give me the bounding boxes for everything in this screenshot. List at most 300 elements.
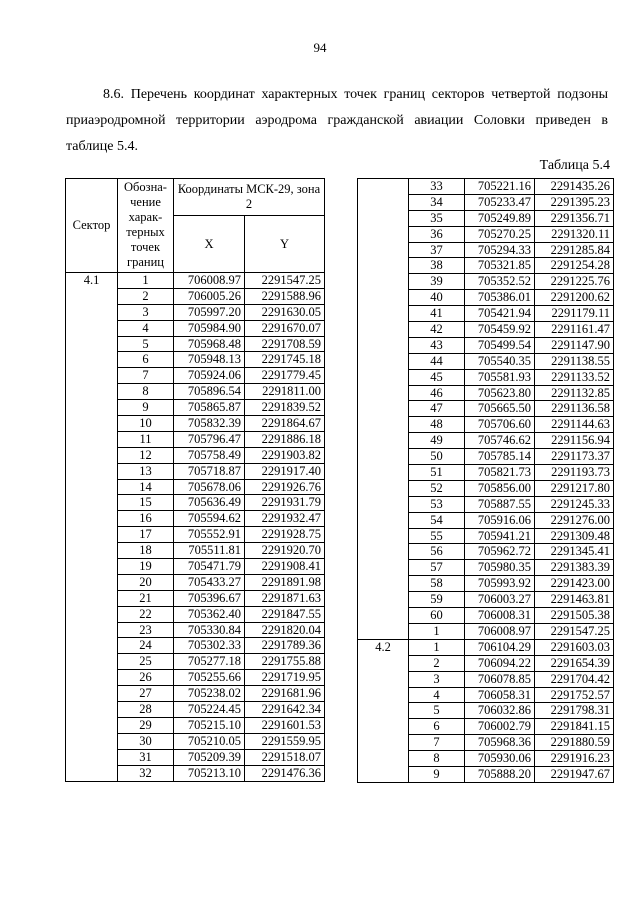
y-coordinate-cell: 2291642.34 — [245, 702, 325, 718]
x-coordinate-cell: 705796.47 — [174, 431, 245, 447]
x-coordinate-cell: 706008.31 — [465, 608, 535, 624]
y-coordinate-cell: 2291601.53 — [245, 717, 325, 733]
table-row — [358, 544, 614, 560]
x-coordinate-cell: 705785.14 — [465, 449, 535, 465]
x-coordinate-cell: 705238.02 — [174, 686, 245, 702]
point-number-cell: 23 — [118, 622, 174, 638]
x-coordinate-cell: 705221.16 — [465, 179, 535, 195]
point-number-cell: 43 — [409, 337, 465, 353]
point-number-cell: 6 — [118, 352, 174, 368]
sector-cell — [66, 606, 118, 622]
x-coordinate-cell: 705832.39 — [174, 416, 245, 432]
table-row — [358, 480, 614, 496]
table-row — [358, 560, 614, 576]
table-row — [358, 671, 614, 687]
y-coordinate-cell: 2291926.76 — [245, 479, 325, 495]
sector-cell — [66, 559, 118, 575]
sector-cell — [66, 511, 118, 527]
sector-cell — [358, 226, 409, 242]
table-row — [358, 369, 614, 385]
x-coordinate-cell: 706005.26 — [174, 288, 245, 304]
sector-cell — [66, 717, 118, 733]
x-coordinate-cell: 705215.10 — [174, 717, 245, 733]
sector-cell — [66, 288, 118, 304]
table-row — [358, 592, 614, 608]
table-row — [358, 306, 614, 322]
y-coordinate-cell: 2291603.03 — [535, 639, 614, 655]
y-coordinate-cell: 2291133.52 — [535, 369, 614, 385]
y-coordinate-cell: 2291179.11 — [535, 306, 614, 322]
table-row — [66, 511, 325, 527]
table-row — [66, 559, 325, 575]
point-number-cell: 15 — [118, 495, 174, 511]
table-row — [66, 463, 325, 479]
y-coordinate-cell: 2291931.79 — [245, 495, 325, 511]
point-number-cell: 56 — [409, 544, 465, 560]
sector-cell — [66, 622, 118, 638]
sector-cell — [358, 480, 409, 496]
sector-cell — [358, 210, 409, 226]
table-row — [358, 512, 614, 528]
sector-cell — [358, 592, 409, 608]
x-coordinate-cell: 705758.49 — [174, 447, 245, 463]
point-number-cell: 60 — [409, 608, 465, 624]
sector-cell — [358, 179, 409, 195]
sector-cell — [66, 320, 118, 336]
table-row — [66, 654, 325, 670]
table-row — [66, 686, 325, 702]
sector-cell — [66, 590, 118, 606]
sector-cell — [66, 416, 118, 432]
table-row — [66, 400, 325, 416]
coordinates-table-left — [65, 178, 325, 782]
point-number-cell: 19 — [118, 559, 174, 575]
point-number-cell: 52 — [409, 480, 465, 496]
point-number-cell: 44 — [409, 353, 465, 369]
point-number-cell: 22 — [118, 606, 174, 622]
table-row — [66, 479, 325, 495]
y-coordinate-cell: 2291547.25 — [535, 623, 614, 639]
sector-cell — [66, 574, 118, 590]
sector-cell — [358, 449, 409, 465]
table-row — [66, 352, 325, 368]
y-coordinate-cell: 2291908.41 — [245, 559, 325, 575]
y-coordinate-cell: 2291136.58 — [535, 401, 614, 417]
point-number-cell: 39 — [409, 274, 465, 290]
point-number-cell: 27 — [118, 686, 174, 702]
point-number-cell: 29 — [118, 717, 174, 733]
table-row — [358, 496, 614, 512]
sector-cell — [358, 337, 409, 353]
table-row — [66, 495, 325, 511]
sector-cell — [358, 433, 409, 449]
y-coordinate-cell: 2291156.94 — [535, 433, 614, 449]
y-coordinate-cell: 2291916.23 — [535, 751, 614, 767]
x-coordinate-cell: 705433.27 — [174, 574, 245, 590]
point-number-cell: 42 — [409, 322, 465, 338]
x-coordinate-cell: 705948.13 — [174, 352, 245, 368]
x-coordinate-cell: 705224.45 — [174, 702, 245, 718]
point-number-cell: 51 — [409, 465, 465, 481]
table-row — [66, 749, 325, 765]
x-coordinate-cell: 705330.84 — [174, 622, 245, 638]
table-row — [358, 337, 614, 353]
sector-cell — [358, 465, 409, 481]
point-number-cell: 34 — [409, 194, 465, 210]
x-coordinate-cell: 705321.85 — [465, 258, 535, 274]
table-row — [358, 687, 614, 703]
x-coordinate-cell: 705511.81 — [174, 543, 245, 559]
sector-cell — [66, 733, 118, 749]
x-coordinate-cell: 705980.35 — [465, 560, 535, 576]
x-coordinate-cell: 705962.72 — [465, 544, 535, 560]
y-coordinate-cell: 2291276.00 — [535, 512, 614, 528]
point-number-cell: 33 — [409, 179, 465, 195]
x-coordinate-cell: 705941.21 — [465, 528, 535, 544]
x-coordinate-cell: 706008.97 — [465, 623, 535, 639]
header-y: Y — [245, 216, 325, 273]
table-row — [66, 622, 325, 638]
point-number-cell: 59 — [409, 592, 465, 608]
sector-cell — [358, 528, 409, 544]
point-number-cell: 5 — [118, 336, 174, 352]
y-coordinate-cell: 2291161.47 — [535, 322, 614, 338]
y-coordinate-cell: 2291752.57 — [535, 687, 614, 703]
point-number-cell: 18 — [118, 543, 174, 559]
y-coordinate-cell: 2291345.41 — [535, 544, 614, 560]
x-coordinate-cell: 705636.49 — [174, 495, 245, 511]
table-row — [66, 638, 325, 654]
y-coordinate-cell: 2291871.63 — [245, 590, 325, 606]
point-number-cell: 50 — [409, 449, 465, 465]
x-coordinate-cell: 705888.20 — [465, 766, 535, 782]
left-table-body — [66, 273, 325, 782]
intro-text: 8.6. Перечень координат характерных точек границ секторов четвертой подзоны приаэродромной территории аэродрома гражданской авиации Соловки приведен в таблице 5.4. — [66, 87, 608, 154]
y-coordinate-cell: 2291383.39 — [535, 560, 614, 576]
sector-cell — [358, 512, 409, 528]
y-coordinate-cell: 2291704.42 — [535, 671, 614, 687]
x-coordinate-cell: 706078.85 — [465, 671, 535, 687]
point-number-cell: 41 — [409, 306, 465, 322]
y-coordinate-cell: 2291245.33 — [535, 496, 614, 512]
x-coordinate-cell: 706094.22 — [465, 655, 535, 671]
point-number-cell: 10 — [118, 416, 174, 432]
table-row — [66, 733, 325, 749]
point-number-cell: 45 — [409, 369, 465, 385]
table-row — [358, 639, 614, 655]
y-coordinate-cell: 2291745.18 — [245, 352, 325, 368]
point-number-cell: 58 — [409, 576, 465, 592]
point-number-cell: 16 — [118, 511, 174, 527]
table-row — [66, 447, 325, 463]
x-coordinate-cell: 705294.33 — [465, 242, 535, 258]
x-coordinate-cell: 705984.90 — [174, 320, 245, 336]
sector-cell — [358, 496, 409, 512]
y-coordinate-cell: 2291654.39 — [535, 655, 614, 671]
sector-cell — [66, 304, 118, 320]
x-coordinate-cell: 705552.91 — [174, 527, 245, 543]
header-sector: Сектор — [66, 179, 118, 273]
x-coordinate-cell: 705746.62 — [465, 433, 535, 449]
y-coordinate-cell: 2291435.26 — [535, 179, 614, 195]
sector-cell — [66, 463, 118, 479]
x-coordinate-cell: 705352.52 — [465, 274, 535, 290]
y-coordinate-cell: 2291463.81 — [535, 592, 614, 608]
x-coordinate-cell: 705856.00 — [465, 480, 535, 496]
sector-cell — [66, 479, 118, 495]
y-coordinate-cell: 2291839.52 — [245, 400, 325, 416]
point-number-cell: 11 — [118, 431, 174, 447]
table-row — [358, 528, 614, 544]
table-row — [358, 242, 614, 258]
table-row — [358, 385, 614, 401]
table-row — [66, 606, 325, 622]
sector-cell — [358, 766, 409, 782]
y-coordinate-cell: 2291173.37 — [535, 449, 614, 465]
point-number-cell: 32 — [118, 765, 174, 781]
point-number-cell: 6 — [409, 719, 465, 735]
sector-cell: 4.1 — [66, 273, 118, 289]
x-coordinate-cell: 705386.01 — [465, 290, 535, 306]
point-number-cell: 49 — [409, 433, 465, 449]
x-coordinate-cell: 706008.97 — [174, 273, 245, 289]
sector-cell — [358, 290, 409, 306]
x-coordinate-cell: 705540.35 — [465, 353, 535, 369]
y-coordinate-cell: 2291254.28 — [535, 258, 614, 274]
y-coordinate-cell: 2291779.45 — [245, 368, 325, 384]
y-coordinate-cell: 2291559.95 — [245, 733, 325, 749]
y-coordinate-cell: 2291309.48 — [535, 528, 614, 544]
x-coordinate-cell: 706032.86 — [465, 703, 535, 719]
table-row — [66, 273, 325, 289]
point-number-cell: 3 — [118, 304, 174, 320]
y-coordinate-cell: 2291147.90 — [535, 337, 614, 353]
x-coordinate-cell: 705499.54 — [465, 337, 535, 353]
point-number-cell: 57 — [409, 560, 465, 576]
point-number-cell: 2 — [409, 655, 465, 671]
y-coordinate-cell: 2291880.59 — [535, 735, 614, 751]
point-number-cell: 3 — [409, 671, 465, 687]
y-coordinate-cell: 2291285.84 — [535, 242, 614, 258]
sector-cell — [358, 608, 409, 624]
point-number-cell: 31 — [118, 749, 174, 765]
point-number-cell: 7 — [118, 368, 174, 384]
x-coordinate-cell: 705916.06 — [465, 512, 535, 528]
table-row — [66, 431, 325, 447]
x-coordinate-cell: 705896.54 — [174, 384, 245, 400]
table-row — [358, 433, 614, 449]
point-number-cell: 21 — [118, 590, 174, 606]
y-coordinate-cell: 2291798.31 — [535, 703, 614, 719]
sector-cell — [66, 368, 118, 384]
x-coordinate-cell: 705210.05 — [174, 733, 245, 749]
sector-cell — [358, 417, 409, 433]
point-number-cell: 12 — [118, 447, 174, 463]
point-number-cell: 5 — [409, 703, 465, 719]
point-number-cell: 9 — [409, 766, 465, 782]
x-coordinate-cell: 705471.79 — [174, 559, 245, 575]
point-number-cell: 1 — [409, 623, 465, 639]
x-coordinate-cell: 705213.10 — [174, 765, 245, 781]
table-row — [66, 590, 325, 606]
point-number-cell: 2 — [118, 288, 174, 304]
table-row — [66, 384, 325, 400]
sector-cell — [66, 654, 118, 670]
sector-cell — [358, 751, 409, 767]
sector-cell — [358, 322, 409, 338]
x-coordinate-cell: 705887.55 — [465, 496, 535, 512]
table-row — [66, 670, 325, 686]
coordinates-table-right — [357, 178, 614, 783]
table-row — [358, 258, 614, 274]
sector-cell — [66, 686, 118, 702]
sector-cell — [66, 638, 118, 654]
y-coordinate-cell: 2291356.71 — [535, 210, 614, 226]
y-coordinate-cell: 2291719.95 — [245, 670, 325, 686]
sector-cell — [358, 735, 409, 751]
point-number-cell: 8 — [118, 384, 174, 400]
y-coordinate-cell: 2291841.15 — [535, 719, 614, 735]
x-coordinate-cell: 705421.94 — [465, 306, 535, 322]
x-coordinate-cell: 705993.92 — [465, 576, 535, 592]
page-number: 94 — [313, 40, 327, 55]
sector-cell — [358, 306, 409, 322]
y-coordinate-cell: 2291755.88 — [245, 654, 325, 670]
x-coordinate-cell: 705249.89 — [465, 210, 535, 226]
table-row — [358, 719, 614, 735]
x-coordinate-cell: 705678.06 — [174, 479, 245, 495]
sector-cell — [358, 687, 409, 703]
point-number-cell: 7 — [409, 735, 465, 751]
table-row — [358, 290, 614, 306]
y-coordinate-cell: 2291708.59 — [245, 336, 325, 352]
table-row — [66, 717, 325, 733]
sector-cell — [358, 623, 409, 639]
x-coordinate-cell: 705968.48 — [174, 336, 245, 352]
sector-cell — [358, 560, 409, 576]
y-coordinate-cell: 2291928.75 — [245, 527, 325, 543]
intro-paragraph — [66, 82, 608, 160]
point-number-cell: 17 — [118, 527, 174, 543]
table-row — [358, 751, 614, 767]
y-coordinate-cell: 2291225.76 — [535, 274, 614, 290]
point-number-cell: 8 — [409, 751, 465, 767]
sector-cell — [358, 274, 409, 290]
sector-cell — [358, 385, 409, 401]
point-number-cell: 40 — [409, 290, 465, 306]
table-row — [358, 576, 614, 592]
y-coordinate-cell: 2291681.96 — [245, 686, 325, 702]
sector-cell — [66, 670, 118, 686]
y-coordinate-cell: 2291891.98 — [245, 574, 325, 590]
table-row — [66, 304, 325, 320]
sector-cell — [358, 703, 409, 719]
y-coordinate-cell: 2291200.62 — [535, 290, 614, 306]
sector-cell — [66, 543, 118, 559]
x-coordinate-cell: 705270.25 — [465, 226, 535, 242]
x-coordinate-cell: 705706.60 — [465, 417, 535, 433]
x-coordinate-cell: 705997.20 — [174, 304, 245, 320]
point-number-cell: 37 — [409, 242, 465, 258]
point-number-cell: 55 — [409, 528, 465, 544]
sector-cell — [66, 336, 118, 352]
table-row — [358, 623, 614, 639]
point-number-cell: 46 — [409, 385, 465, 401]
point-number-cell: 35 — [409, 210, 465, 226]
sector-cell — [358, 353, 409, 369]
table-row — [66, 320, 325, 336]
sector-cell — [66, 702, 118, 718]
y-coordinate-cell: 2291630.05 — [245, 304, 325, 320]
point-number-cell: 36 — [409, 226, 465, 242]
point-number-cell: 47 — [409, 401, 465, 417]
sector-cell: 4.2 — [358, 639, 409, 655]
sector-cell — [358, 401, 409, 417]
x-coordinate-cell: 706003.27 — [465, 592, 535, 608]
y-coordinate-cell: 2291789.36 — [245, 638, 325, 654]
y-coordinate-cell: 2291947.67 — [535, 766, 614, 782]
x-coordinate-cell: 705718.87 — [174, 463, 245, 479]
y-coordinate-cell: 2291476.36 — [245, 765, 325, 781]
sector-cell — [358, 242, 409, 258]
table-row — [358, 210, 614, 226]
x-coordinate-cell: 705930.06 — [465, 751, 535, 767]
sector-cell — [358, 369, 409, 385]
point-number-cell: 48 — [409, 417, 465, 433]
point-number-cell: 30 — [118, 733, 174, 749]
table-row — [66, 368, 325, 384]
y-coordinate-cell: 2291903.82 — [245, 447, 325, 463]
x-coordinate-cell: 705865.87 — [174, 400, 245, 416]
sector-cell — [66, 400, 118, 416]
table-row — [66, 527, 325, 543]
point-number-cell: 54 — [409, 512, 465, 528]
point-number-cell: 38 — [409, 258, 465, 274]
y-coordinate-cell: 2291423.00 — [535, 576, 614, 592]
sector-cell — [66, 749, 118, 765]
point-number-cell: 1 — [118, 273, 174, 289]
table-row — [66, 416, 325, 432]
x-coordinate-cell: 705277.18 — [174, 654, 245, 670]
x-coordinate-cell: 705396.67 — [174, 590, 245, 606]
table-row — [358, 353, 614, 369]
y-coordinate-cell: 2291588.96 — [245, 288, 325, 304]
x-coordinate-cell: 705594.62 — [174, 511, 245, 527]
y-coordinate-cell: 2291320.11 — [535, 226, 614, 242]
sector-cell — [66, 527, 118, 543]
table-row — [358, 655, 614, 671]
sector-cell — [358, 671, 409, 687]
y-coordinate-cell: 2291132.85 — [535, 385, 614, 401]
y-coordinate-cell: 2291547.25 — [245, 273, 325, 289]
y-coordinate-cell: 2291138.55 — [535, 353, 614, 369]
sector-cell — [66, 765, 118, 781]
point-number-cell: 53 — [409, 496, 465, 512]
x-coordinate-cell: 706002.79 — [465, 719, 535, 735]
x-coordinate-cell: 705459.92 — [465, 322, 535, 338]
sector-cell — [358, 576, 409, 592]
table-row — [66, 543, 325, 559]
sector-cell — [358, 544, 409, 560]
x-coordinate-cell: 706058.31 — [465, 687, 535, 703]
table-row — [358, 766, 614, 782]
table-row — [66, 574, 325, 590]
right-table-body — [358, 179, 614, 783]
y-coordinate-cell: 2291917.40 — [245, 463, 325, 479]
y-coordinate-cell: 2291193.73 — [535, 465, 614, 481]
y-coordinate-cell: 2291395.23 — [535, 194, 614, 210]
x-coordinate-cell: 705968.36 — [465, 735, 535, 751]
